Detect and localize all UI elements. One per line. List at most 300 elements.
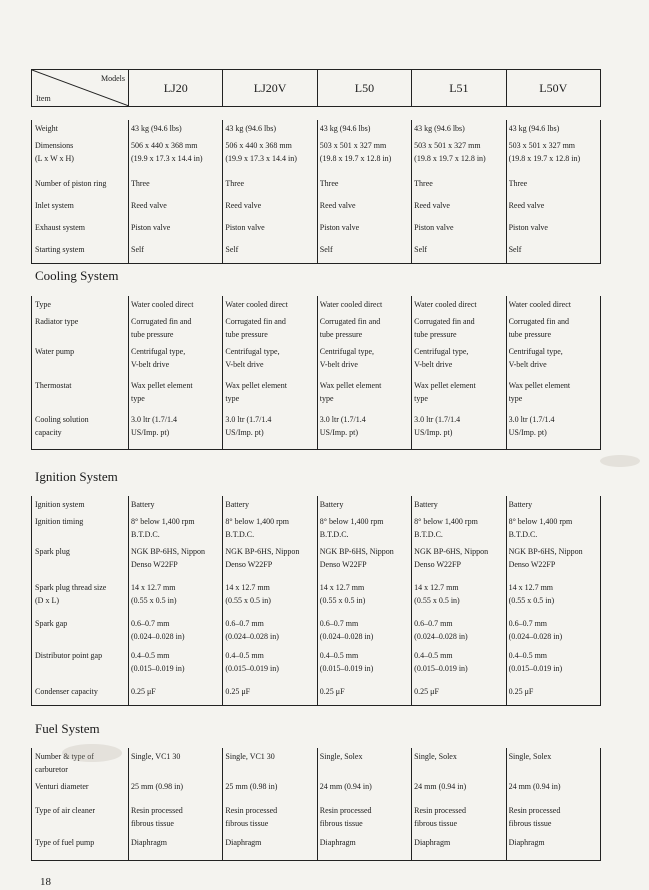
spec-value: (0.55 x 0.5 in) [414, 596, 460, 605]
spec-value: 8° below 1,400 rpm [225, 517, 290, 526]
spec-value: Battery [414, 500, 438, 509]
spec-value: (0.024–0.028 in) [414, 632, 468, 641]
spec-value-cell [223, 748, 317, 778]
spec-value: Denso W22FP [131, 560, 178, 569]
spec-value-cell [223, 496, 317, 513]
spec-row [32, 411, 601, 449]
spec-value-cell [223, 137, 317, 175]
spec-value-cell [129, 411, 223, 449]
spec-value-cell [412, 778, 506, 802]
spec-value: (19.8 x 19.7 x 12.8 in) [319, 154, 392, 163]
page-number: 18 [40, 876, 51, 888]
spec-value: (0.015–0.019 in) [225, 664, 279, 673]
spec-value: 8° below 1,400 rpm [131, 517, 195, 526]
spec-value: Corrugated fin and [319, 317, 381, 326]
model-header: L51 [412, 70, 506, 107]
spec-value: 506 x 440 x 368 mm [131, 141, 198, 150]
spec-value: Single, Solex [414, 752, 457, 761]
spec-value: Resin processed [131, 806, 183, 815]
spec-value: Water cooled direct [414, 300, 477, 309]
spec-value-cell [129, 313, 223, 343]
spec-value: Water cooled direct [225, 300, 288, 309]
spec-value: 506 x 440 x 368 mm [225, 141, 292, 150]
spec-value: 43 kg (94.6 lbs) [319, 124, 371, 133]
spec-value: 0.6–0.7 mm [414, 619, 453, 628]
spec-value-cell [223, 513, 317, 543]
spec-value: Wax pellet element [414, 381, 476, 390]
spec-value: 14 x 12.7 mm [508, 583, 554, 592]
spec-label-cell [32, 296, 129, 313]
spec-value-cell [129, 615, 223, 647]
spec-label-cell [32, 496, 129, 513]
spec-value: 25 mm (0.98 in) [225, 782, 278, 791]
spec-value: 0.6–0.7 mm [225, 619, 264, 628]
spec-value: (0.015–0.019 in) [319, 664, 374, 673]
spec-value: Resin processed [319, 806, 372, 815]
spec-value: 0.6–0.7 mm [131, 619, 170, 628]
spec-value-cell [223, 241, 317, 263]
spec-value-cell [129, 579, 223, 615]
spec-value-cell [506, 137, 600, 175]
spec-value-cell [506, 496, 600, 513]
spec-label: Spark gap [35, 619, 68, 628]
spec-value: Water cooled direct [319, 300, 383, 309]
spec-value-cell [506, 241, 600, 263]
spec-value-cell [129, 683, 223, 705]
spec-row [32, 219, 601, 241]
spec-value: 0.4–0.5 mm [319, 651, 359, 660]
spec-value: fibrous tissue [508, 819, 552, 828]
spec-value-cell [223, 683, 317, 705]
spec-value: (19.8 x 19.7 x 12.8 in) [508, 154, 581, 163]
spec-value: Piston valve [414, 223, 454, 232]
spec-value: (0.015–0.019 in) [131, 664, 185, 673]
spec-value-cell [506, 175, 600, 197]
spec-value: Denso W22FP [414, 560, 461, 569]
cooling-section-title: Cooling System [35, 268, 119, 283]
spec-value: Battery [225, 500, 249, 509]
spec-value: 0.25 μF [319, 687, 345, 696]
spec-value-cell [129, 647, 223, 683]
spec-label-cell [32, 543, 129, 579]
spec-value-cell [412, 241, 506, 263]
spec-value: fibrous tissue [225, 819, 269, 828]
spec-row [32, 175, 601, 197]
spec-label: Distributor point gap [35, 651, 103, 660]
spec-value: 0.4–0.5 mm [414, 651, 453, 660]
spec-label-cell [32, 683, 129, 705]
spec-value-cell [412, 748, 506, 778]
spec-value-cell [506, 343, 600, 377]
spec-value: 25 mm (0.98 in) [131, 782, 183, 791]
spec-label-cell [32, 377, 129, 411]
fuel-spec-table [31, 748, 601, 861]
spec-value: type [508, 394, 523, 403]
spec-label: Spark plug [35, 547, 70, 556]
spec-value: tube pressure [131, 330, 174, 339]
spec-value-cell [223, 411, 317, 449]
spec-value-cell [412, 834, 506, 860]
spec-value-cell [317, 411, 411, 449]
spec-row [32, 197, 601, 219]
cooling-spec-table [31, 296, 601, 450]
spec-label: carburetor [35, 765, 68, 774]
spec-value: tube pressure [414, 330, 457, 339]
spec-value: V-belt drive [131, 360, 170, 369]
spec-value: 0.4–0.5 mm [131, 651, 170, 660]
spec-value-cell [506, 411, 600, 449]
spec-value: Piston valve [508, 223, 548, 232]
spec-value-cell [317, 579, 411, 615]
spec-value-cell [412, 197, 506, 219]
spec-value-cell [506, 513, 600, 543]
spec-label-cell [32, 120, 129, 137]
spec-value: (0.55 x 0.5 in) [319, 596, 366, 605]
spec-value-cell [412, 313, 506, 343]
spec-row [32, 313, 601, 343]
spec-value: 3.0 ltr (1.7/1.4 [131, 415, 177, 424]
spec-value: Reed valve [414, 201, 450, 210]
spec-value: V-belt drive [414, 360, 453, 369]
spec-value-cell [506, 683, 600, 705]
spec-value: US/Imp. pt) [225, 428, 264, 437]
spec-value: Corrugated fin and [225, 317, 286, 326]
spec-value: Reed valve [131, 201, 167, 210]
spec-value: Centrifugal type, [414, 347, 469, 356]
spec-value: Resin processed [225, 806, 278, 815]
spec-value: (0.55 x 0.5 in) [225, 596, 271, 605]
spec-value-cell [317, 647, 411, 683]
spec-row [32, 343, 601, 377]
spec-value-cell [223, 313, 317, 343]
spec-row [32, 120, 601, 137]
spec-value: fibrous tissue [414, 819, 458, 828]
spec-row [32, 615, 601, 647]
spec-value: 8° below 1,400 rpm [319, 517, 384, 526]
spec-value: (0.55 x 0.5 in) [131, 596, 177, 605]
spec-row [32, 579, 601, 615]
spec-value: 43 kg (94.6 lbs) [225, 124, 277, 133]
spec-value: Diaphragm [131, 838, 167, 847]
spec-value: NGK BP-6HS, Nippon [319, 547, 394, 556]
spec-value: Diaphragm [225, 838, 262, 847]
spec-value: 43 kg (94.6 lbs) [414, 124, 465, 133]
spec-value: Self [508, 245, 522, 254]
spec-value-cell [317, 241, 411, 263]
spec-value-cell [317, 543, 411, 579]
spec-value: Three [131, 179, 150, 188]
spec-value-cell [317, 219, 411, 241]
spec-value: Denso W22FP [319, 560, 367, 569]
spec-value: V-belt drive [225, 360, 264, 369]
spec-value: Self [131, 245, 144, 254]
spec-value: 503 x 501 x 327 mm [508, 141, 576, 150]
spec-value-cell [412, 120, 506, 137]
spec-value: US/Imp. pt) [508, 428, 547, 437]
spec-value-cell [129, 543, 223, 579]
spec-value-cell [412, 137, 506, 175]
ignition-spec-table [31, 496, 601, 706]
spec-value: 14 x 12.7 mm [414, 583, 459, 592]
spec-label-cell [32, 343, 129, 377]
spec-value: 0.4–0.5 mm [508, 651, 548, 660]
spec-label: Type of air cleaner [35, 806, 96, 815]
spec-value: 0.6–0.7 mm [508, 619, 548, 628]
spec-value: Single, VC1 30 [131, 752, 181, 761]
spec-value-cell [412, 543, 506, 579]
spec-value-cell [506, 748, 600, 778]
spec-label-cell [32, 579, 129, 615]
spec-value-cell [317, 197, 411, 219]
spec-label-cell [32, 241, 129, 263]
spec-value-cell [506, 778, 600, 802]
spec-value-cell [412, 296, 506, 313]
general-spec-table [31, 120, 601, 264]
spec-value-cell [129, 496, 223, 513]
spec-value: Centrifugal type, [225, 347, 280, 356]
spec-value: (0.024–0.028 in) [225, 632, 279, 641]
spec-value: NGK BP-6HS, Nippon [225, 547, 300, 556]
spec-value: 24 mm (0.94 in) [508, 782, 561, 791]
spec-value-cell [412, 615, 506, 647]
spec-value: Denso W22FP [225, 560, 273, 569]
spec-label: (D x L) [35, 596, 59, 605]
spec-value: B.T.D.C. [508, 530, 538, 539]
spec-value-cell [506, 296, 600, 313]
spec-value-cell [223, 296, 317, 313]
spec-value-cell [223, 543, 317, 579]
model-header: L50 [317, 70, 411, 107]
spec-value: 0.25 μF [225, 687, 251, 696]
spec-label-cell [32, 137, 129, 175]
spec-value-cell [506, 219, 600, 241]
spec-row [32, 647, 601, 683]
spec-value-cell [412, 377, 506, 411]
spec-value: Piston valve [131, 223, 171, 232]
spec-value-cell [317, 496, 411, 513]
spec-label: Number & type of [35, 752, 94, 761]
spec-value: Battery [319, 500, 344, 509]
spec-value-cell [317, 313, 411, 343]
spec-value: Corrugated fin and [131, 317, 192, 326]
spec-value: (0.024–0.028 in) [131, 632, 185, 641]
spec-label: Type [35, 300, 51, 309]
spec-label: Water pump [35, 347, 75, 356]
spec-value-cell [317, 343, 411, 377]
spec-value-cell [129, 748, 223, 778]
spec-value: Wax pellet element [131, 381, 193, 390]
spec-value-cell [223, 778, 317, 802]
spec-value: Centrifugal type, [131, 347, 186, 356]
spec-label: Weight [35, 124, 58, 133]
spec-value-cell [412, 579, 506, 615]
spec-value: Self [414, 245, 428, 254]
spec-value-cell [223, 197, 317, 219]
spec-value: type [414, 394, 428, 403]
spec-label: Exhaust system [35, 223, 85, 232]
spec-value-cell [317, 175, 411, 197]
model-header: LJ20V [223, 70, 317, 107]
spec-value: 8° below 1,400 rpm [414, 517, 478, 526]
spec-value-cell [129, 219, 223, 241]
spec-value: type [131, 394, 145, 403]
spec-value-cell [317, 748, 411, 778]
spec-row [32, 496, 601, 513]
spec-value-cell [129, 802, 223, 834]
spec-row [32, 241, 601, 263]
spec-value-cell [317, 802, 411, 834]
spec-value-cell [317, 120, 411, 137]
spec-value: 14 x 12.7 mm [131, 583, 176, 592]
spec-value: Diaphragm [414, 838, 451, 847]
spec-value-cell [129, 120, 223, 137]
spec-value: Single, Solex [508, 752, 552, 761]
paper-smudge [62, 744, 122, 762]
spec-value-cell [412, 343, 506, 377]
spec-value-cell [129, 778, 223, 802]
spec-label: Ignition timing [35, 517, 84, 526]
spec-value: Three [319, 179, 339, 188]
spec-value: (19.9 x 17.3 x 14.4 in) [225, 154, 297, 163]
spec-value-cell [412, 683, 506, 705]
spec-label-cell [32, 615, 129, 647]
spec-label: Type of fuel pump [35, 838, 95, 847]
spec-value-cell [412, 802, 506, 834]
spec-value-cell [223, 219, 317, 241]
spec-value-cell [506, 377, 600, 411]
spec-value: Three [508, 179, 528, 188]
spec-value-cell [506, 197, 600, 219]
models-header-table [31, 69, 601, 107]
spec-label: Venturi diameter [35, 782, 89, 791]
spec-value: Self [319, 245, 333, 254]
spec-value-cell [317, 834, 411, 860]
spec-value-cell [412, 513, 506, 543]
spec-row [32, 683, 601, 705]
spec-value: 24 mm (0.94 in) [319, 782, 372, 791]
spec-label-cell [32, 647, 129, 683]
spec-value: 0.25 μF [508, 687, 534, 696]
spec-value: Wax pellet element [225, 381, 287, 390]
spec-value: Battery [131, 500, 155, 509]
spec-value: Single, VC1 30 [225, 752, 275, 761]
spec-value-cell [317, 513, 411, 543]
spec-value-cell [129, 343, 223, 377]
spec-value: 24 mm (0.94 in) [414, 782, 467, 791]
spec-label: Cooling solution [35, 415, 89, 424]
spec-value: US/Imp. pt) [414, 428, 453, 437]
paper-smudge [600, 455, 640, 467]
spec-value: 503 x 501 x 327 mm [414, 141, 481, 150]
spec-value-cell [129, 296, 223, 313]
spec-value: Reed valve [225, 201, 262, 210]
spec-label-cell [32, 778, 129, 802]
spec-label-cell [32, 197, 129, 219]
spec-value-cell [317, 296, 411, 313]
spec-label-cell [32, 219, 129, 241]
spec-value: 14 x 12.7 mm [319, 583, 365, 592]
spec-value: (19.8 x 19.7 x 12.8 in) [414, 154, 486, 163]
spec-value-cell [317, 683, 411, 705]
spec-value-cell [412, 219, 506, 241]
spec-label: Condenser capacity [35, 687, 98, 696]
spec-value: 3.0 ltr (1.7/1.4 [414, 415, 461, 424]
header-corner-cell [32, 70, 129, 107]
spec-value: B.T.D.C. [319, 530, 349, 539]
ignition-section-title: Ignition System [35, 469, 118, 484]
spec-value: Piston valve [225, 223, 265, 232]
spec-value-cell [223, 343, 317, 377]
spec-label: capacity [35, 428, 62, 437]
spec-value: Reed valve [508, 201, 545, 210]
models-label: Models [101, 74, 125, 83]
spec-value: Piston valve [319, 223, 360, 232]
spec-value: tube pressure [508, 330, 551, 339]
spec-row [32, 513, 601, 543]
spec-value: (0.024–0.028 in) [508, 632, 563, 641]
spec-label-cell [32, 513, 129, 543]
spec-value: NGK BP-6HS, Nippon [508, 547, 583, 556]
spec-value: 0.25 μF [414, 687, 439, 696]
spec-value: 3.0 ltr (1.7/1.4 [508, 415, 555, 424]
spec-value-cell [223, 802, 317, 834]
spec-value: 43 kg (94.6 lbs) [508, 124, 560, 133]
spec-value: (0.015–0.019 in) [508, 664, 563, 673]
spec-value-cell [223, 615, 317, 647]
spec-value-cell [129, 175, 223, 197]
spec-value-cell [129, 137, 223, 175]
spec-value-cell [129, 513, 223, 543]
spec-label: Thermostat [35, 381, 72, 390]
spec-value-cell [412, 647, 506, 683]
spec-value: 8° below 1,400 rpm [508, 517, 573, 526]
spec-value-cell [223, 377, 317, 411]
spec-value: (19.9 x 17.3 x 14.4 in) [131, 154, 203, 163]
spec-value: B.T.D.C. [131, 530, 160, 539]
spec-value-cell [129, 241, 223, 263]
spec-value: Three [225, 179, 245, 188]
spec-value: 0.4–0.5 mm [225, 651, 264, 660]
spec-value-cell [506, 615, 600, 647]
spec-value: 3.0 ltr (1.7/1.4 [225, 415, 272, 424]
spec-row [32, 377, 601, 411]
spec-label-cell [32, 313, 129, 343]
spec-value-cell [506, 543, 600, 579]
spec-value: type [319, 394, 334, 403]
spec-value: Wax pellet element [508, 381, 571, 390]
spec-value: tube pressure [319, 330, 363, 339]
spec-row [32, 137, 601, 175]
spec-value-cell [223, 647, 317, 683]
spec-value-cell [317, 137, 411, 175]
spec-value: Centrifugal type, [508, 347, 563, 356]
spec-label: Ignition system [35, 500, 85, 509]
spec-value-cell [317, 778, 411, 802]
spec-value: NGK BP-6HS, Nippon [414, 547, 489, 556]
fuel-section-title: Fuel System [35, 721, 100, 736]
spec-row [32, 543, 601, 579]
spec-value-cell [506, 802, 600, 834]
spec-value: Wax pellet element [319, 381, 382, 390]
spec-row [32, 802, 601, 834]
spec-value: Battery [508, 500, 533, 509]
spec-value: fibrous tissue [131, 819, 174, 828]
spec-value: Resin processed [414, 806, 466, 815]
spec-value: fibrous tissue [319, 819, 363, 828]
spec-value: 0.25 μF [131, 687, 156, 696]
spec-value-cell [506, 120, 600, 137]
spec-value: (0.024–0.028 in) [319, 632, 374, 641]
